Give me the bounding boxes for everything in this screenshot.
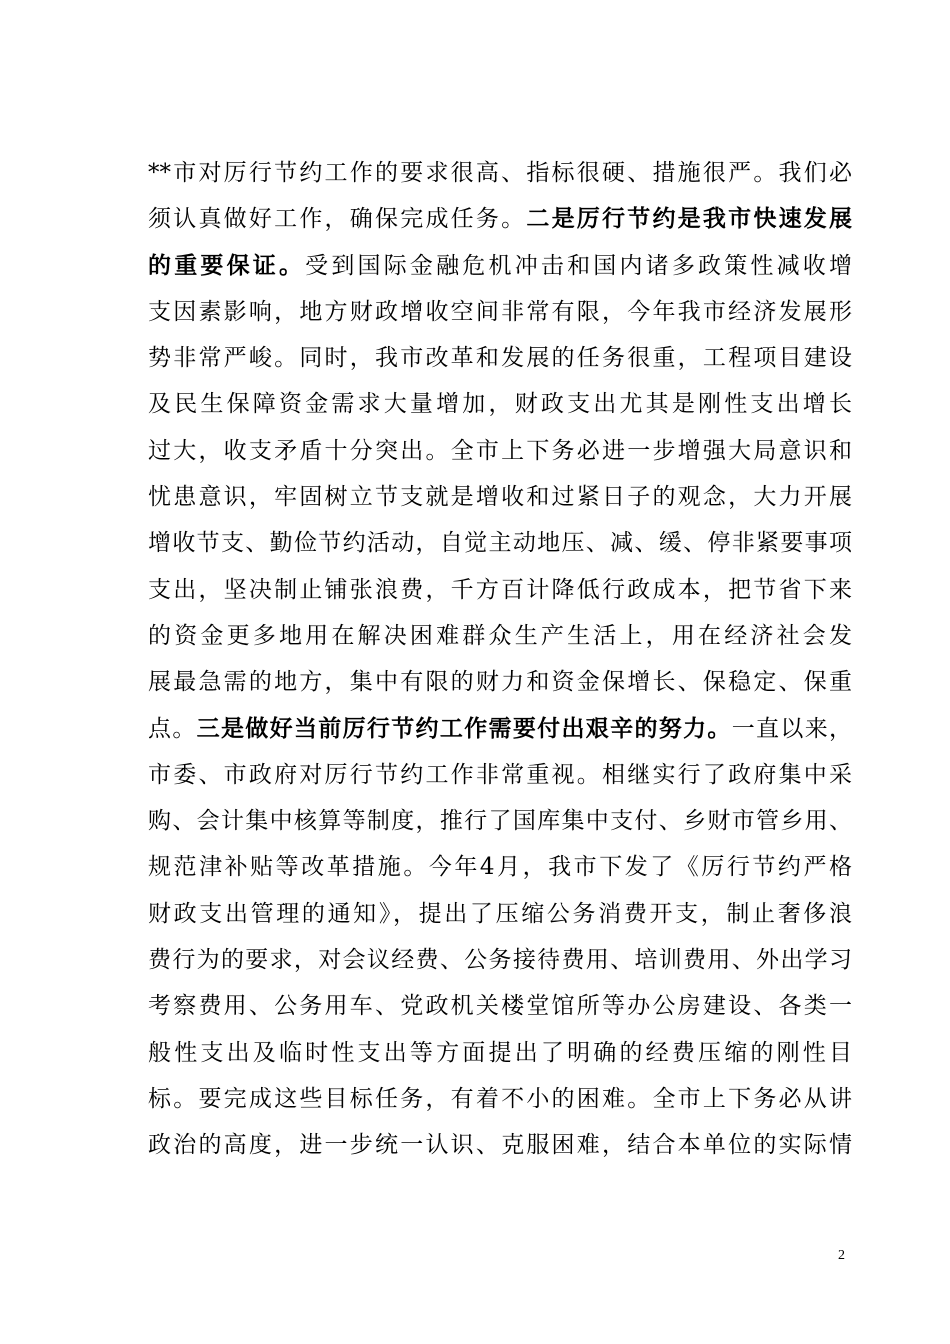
text-line bbox=[148, 1076, 852, 1122]
text-line bbox=[148, 289, 852, 335]
text-line bbox=[148, 706, 852, 752]
text-segment: 般性支出及临时性支出等方面提出了明确的经费压缩的刚性目 bbox=[148, 1039, 852, 1066]
text-line bbox=[148, 381, 852, 427]
text-segment: 规范津补贴等改革措施。今年4月，我市下发了《厉行节约严格 bbox=[148, 854, 852, 881]
text-line bbox=[148, 520, 852, 566]
text-line bbox=[148, 243, 852, 289]
text-line bbox=[148, 659, 852, 705]
bold-text-segment: 三是做好当前厉行节约工作需要付出艰辛的努力。 bbox=[196, 714, 732, 742]
text-segment: 的资金更多地用在解决困难群众生产生活上，用在经济社会发 bbox=[148, 622, 852, 649]
text-line bbox=[148, 150, 852, 196]
text-line bbox=[148, 1030, 852, 1076]
text-line bbox=[148, 567, 852, 613]
text-segment: 一直以来， bbox=[731, 715, 852, 742]
text-segment: 增收节支、勤俭节约活动，自觉主动地压、减、缓、停非紧要事项 bbox=[148, 530, 852, 557]
text-segment: 忧患意识，牢固树立节支就是增收和过紧日子的观念，大力开展 bbox=[148, 484, 852, 511]
text-segment: 费行为的要求，对会议经费、公务接待费用、培训费用、外出学习 bbox=[148, 947, 852, 974]
text-line bbox=[148, 335, 852, 381]
text-segment: 受到国际金融危机冲击和国内诸多政策性减收增 bbox=[305, 252, 852, 279]
text-segment: 及民生保障资金需求大量增加，财政支出尤其是刚性支出增长 bbox=[148, 391, 852, 418]
text-segment: **市对厉行节约工作的要求很高、指标很硬、措施很严。我们必 bbox=[148, 160, 852, 186]
text-line bbox=[148, 798, 852, 844]
text-segment: 须认真做好工作，确保完成任务。 bbox=[148, 206, 527, 233]
text-line bbox=[148, 844, 852, 890]
text-segment: 支出，坚决制止铺张浪费，千方百计降低行政成本，把节省下来 bbox=[148, 576, 852, 603]
text-segment: 财政支出管理的通知》，提出了压缩公务消费开支，制止奢侈浪 bbox=[148, 900, 852, 927]
body-paragraph bbox=[148, 150, 852, 1169]
text-line bbox=[148, 474, 852, 520]
bold-text-segment: 的重要保证。 bbox=[148, 251, 306, 279]
page-number: 2 bbox=[838, 1248, 845, 1263]
text-segment: 市委、市政府对厉行节约工作非常重视。相继实行了政府集中采 bbox=[148, 761, 852, 788]
text-line bbox=[148, 891, 852, 937]
text-line bbox=[148, 937, 852, 983]
text-line bbox=[148, 1122, 852, 1168]
text-segment: 标。要完成这些目标任务，有着不小的困难。全市上下务必从讲 bbox=[148, 1085, 852, 1112]
text-segment: 考察费用、公务用车、党政机关楼堂馆所等办公房建设、各类一 bbox=[148, 993, 852, 1020]
text-line bbox=[148, 752, 852, 798]
text-segment: 过大，收支矛盾十分突出。全市上下务必进一步增强大局意识和 bbox=[148, 437, 852, 464]
text-segment: 展最急需的地方，集中有限的财力和资金保增长、保稳定、保重 bbox=[148, 669, 852, 696]
text-line bbox=[148, 428, 852, 474]
text-line bbox=[148, 983, 852, 1029]
text-segment: 点。 bbox=[148, 715, 197, 742]
bold-text-segment: 二是厉行节约是我市快速发展 bbox=[526, 205, 852, 233]
text-segment: 购、会计集中核算等制度，推行了国库集中支付、乡财市管乡用、 bbox=[148, 808, 852, 835]
text-line bbox=[148, 196, 852, 242]
text-line bbox=[148, 613, 852, 659]
text-segment: 支因素影响，地方财政增收空间非常有限，今年我市经济发展形 bbox=[148, 298, 852, 325]
text-segment: 政治的高度，进一步统一认识、克服困难，结合本单位的实际情 bbox=[148, 1132, 852, 1159]
text-segment: 势非常严峻。同时，我市改革和发展的任务很重，工程项目建设 bbox=[148, 345, 852, 372]
